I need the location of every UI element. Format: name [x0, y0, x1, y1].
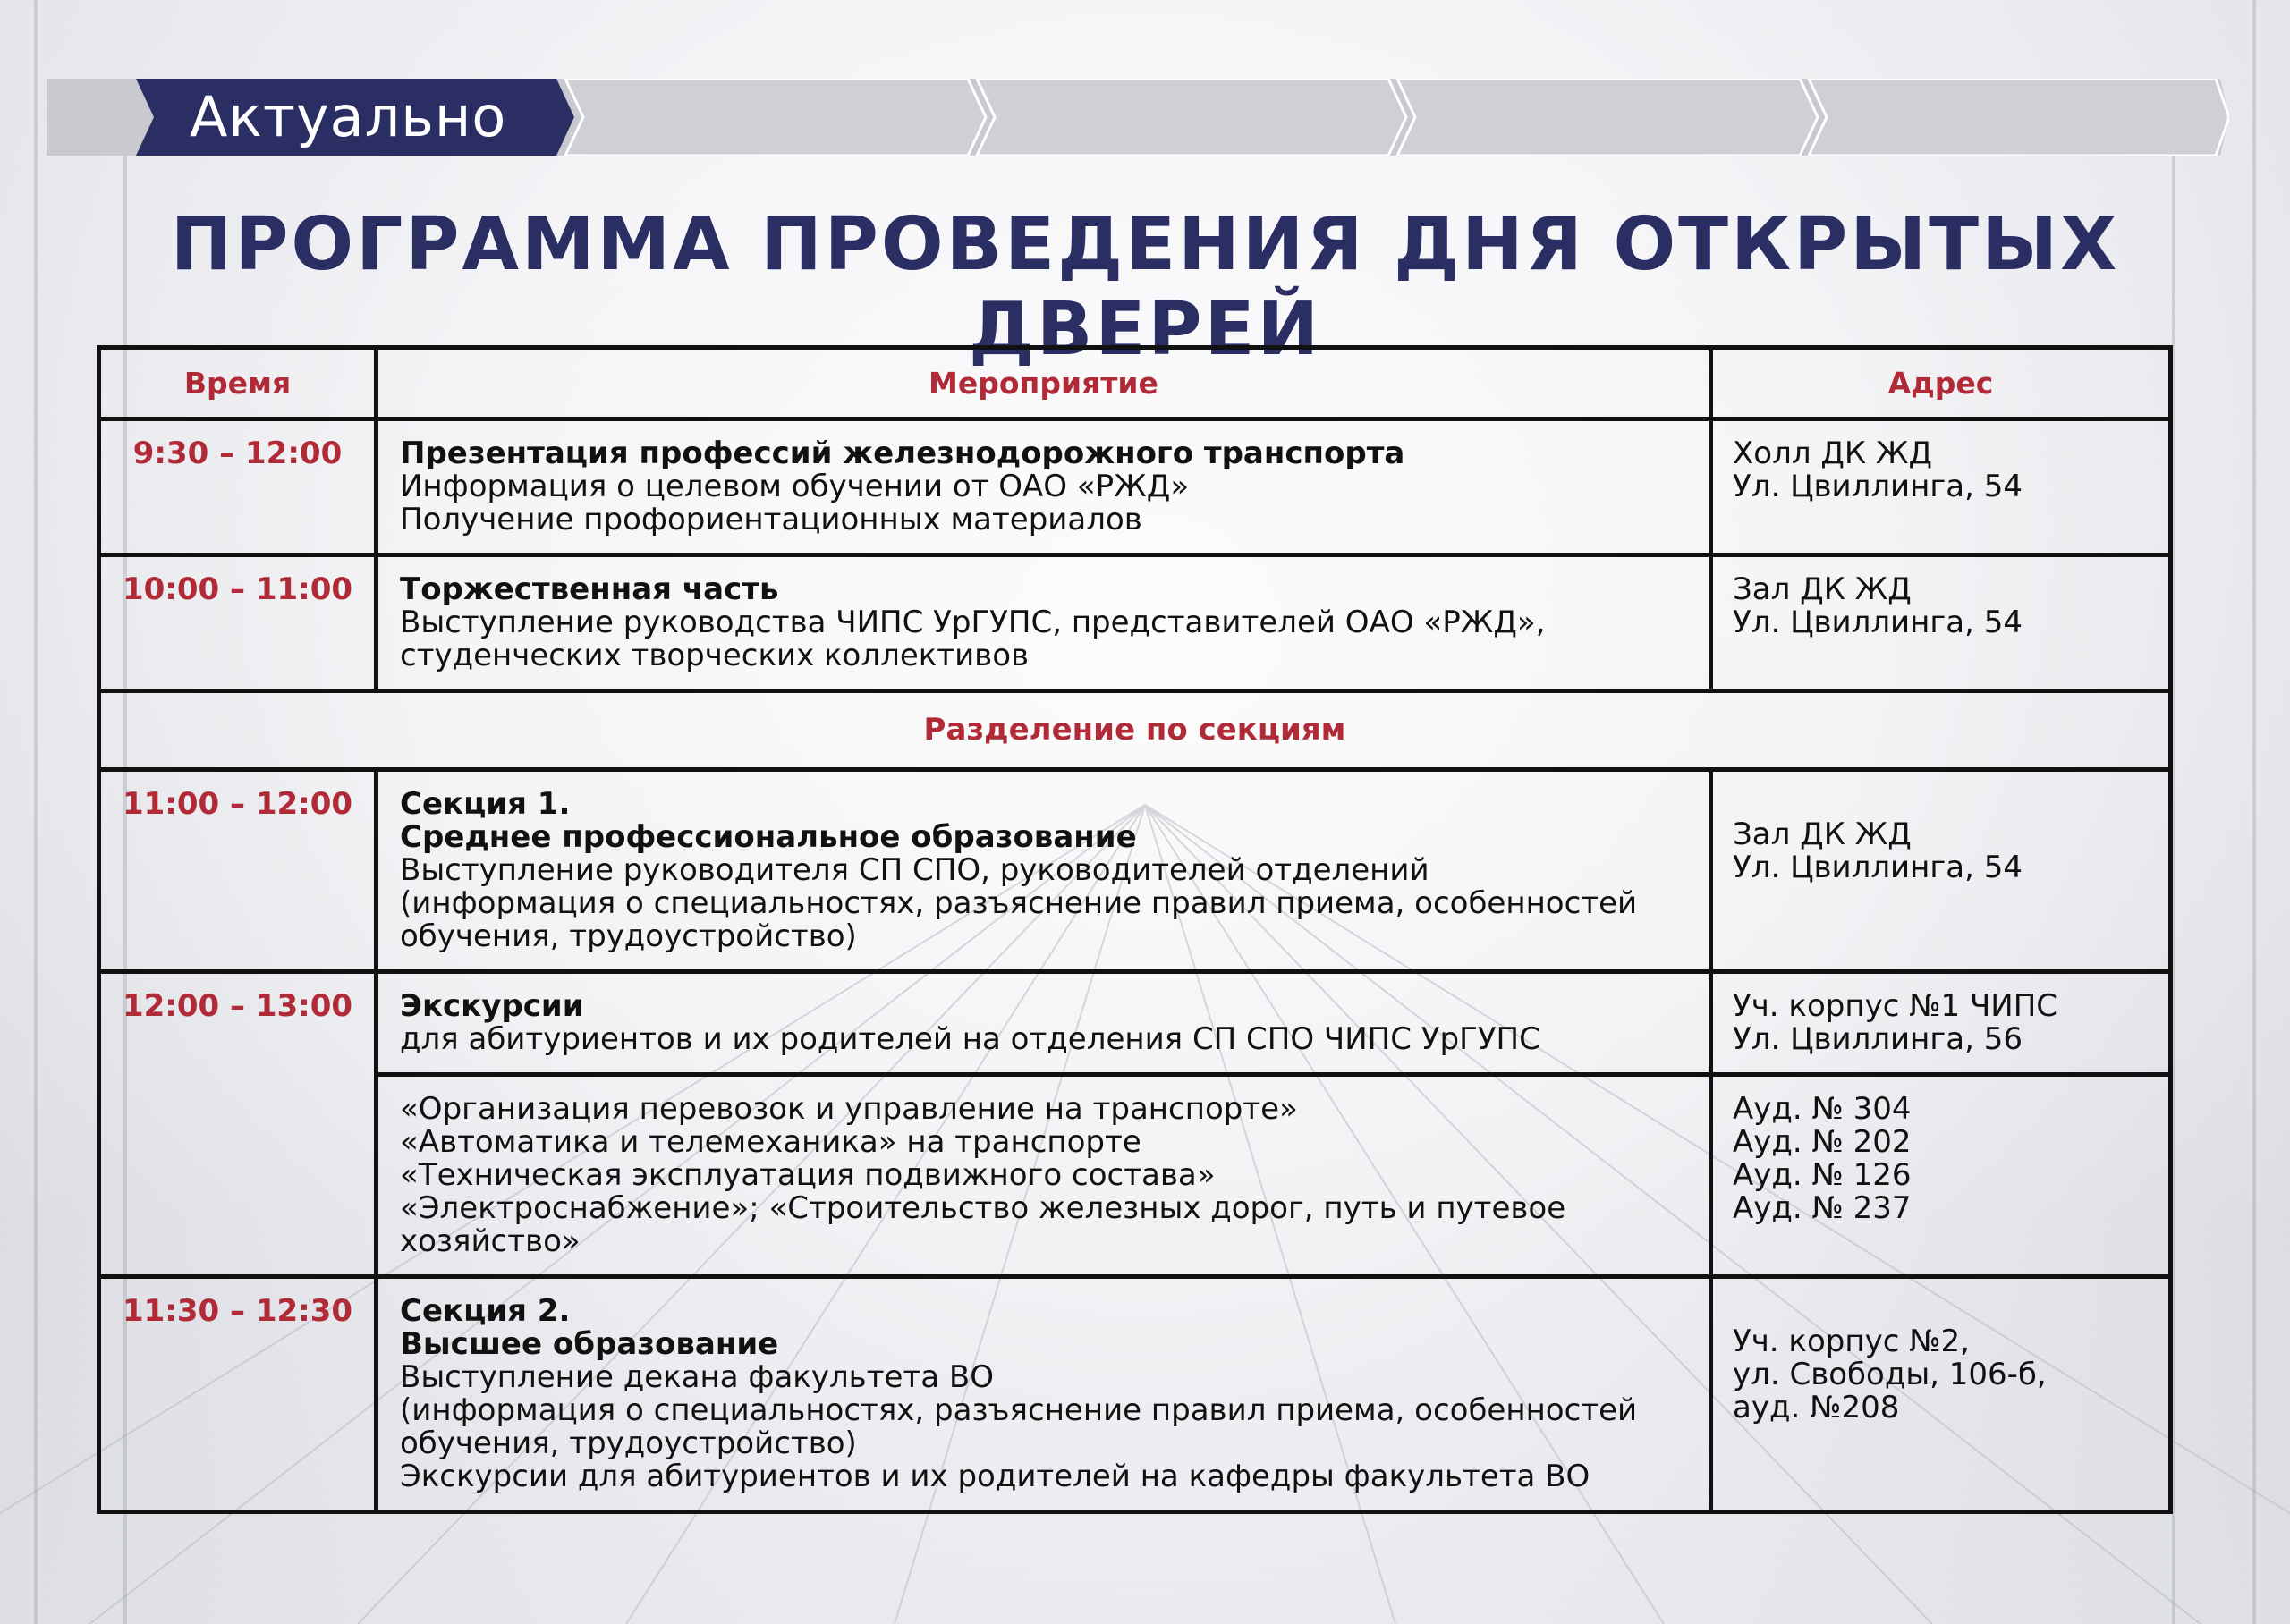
address-line: Холл ДК ЖД — [1733, 436, 1933, 471]
event-title: Экскурсии — [400, 988, 584, 1024]
row-event — [377, 972, 1711, 1075]
table-row — [99, 770, 2171, 972]
column-header-event: Мероприятие — [377, 348, 1711, 419]
address-line: ауд. №208 — [1733, 1390, 1900, 1425]
row-time: 10:00 – 11:00 — [99, 555, 377, 691]
row-address — [1711, 419, 2171, 555]
section-divider-row — [99, 691, 2171, 770]
address-line: Зал ДК ЖД — [1733, 816, 1912, 852]
specialty-line: «Техническая эксплуатация подвижного состава» — [400, 1157, 1216, 1193]
table-row — [99, 555, 2171, 691]
address-line: Уч. корпус №1 ЧИПС — [1733, 988, 2058, 1024]
table-row — [99, 1075, 2171, 1277]
row-event — [377, 770, 1711, 972]
row-event — [377, 419, 1711, 555]
address-line: Ул. Цвиллинга, 54 — [1733, 605, 2023, 640]
address-line: Уч. корпус №2, — [1733, 1324, 1970, 1359]
address-line: Ул. Цвиллинга, 54 — [1733, 469, 2023, 504]
address-line: Ул. Цвиллинга, 54 — [1733, 850, 2023, 885]
row-time: 11:00 – 12:00 — [99, 770, 377, 972]
row-address — [1711, 1277, 2171, 1512]
row-event — [377, 1277, 1711, 1512]
event-line: студенческих творческих коллективов — [400, 638, 1030, 673]
table-row — [99, 1277, 2171, 1512]
event-line: обучения, трудоустройство) — [400, 918, 857, 954]
event-title: Секция 1. — [400, 786, 571, 822]
event-line: (информация о специальностях, разъяснение правил приема, особенностей — [400, 885, 1638, 921]
address-line: ул. Свободы, 106-б, — [1733, 1357, 2047, 1392]
room-line: Ауд. № 304 — [1733, 1091, 1912, 1127]
schedule-table — [97, 345, 2173, 1514]
table-header-row — [99, 348, 2171, 419]
event-line: Информация о целевом обучении от ОАО «РЖД» — [400, 469, 1190, 504]
specialty-line: «Организация перевозок и управление на транспорте» — [400, 1091, 1298, 1127]
section-divider: Разделение по секциям — [99, 691, 2171, 770]
room-line: Ауд. № 202 — [1733, 1124, 1912, 1160]
row-time: 9:30 – 12:00 — [99, 419, 377, 555]
event-title: Презентация профессий железнодорожного транспорта — [400, 436, 1405, 471]
row-time: 12:00 – 13:00 — [99, 972, 377, 1277]
event-title: Среднее профессиональное образование — [400, 819, 1137, 855]
event-title: Высшее образование — [400, 1326, 779, 1362]
event-line: для абитуриентов и их родителей на отделения СП СПО ЧИПС УрГУПС — [400, 1021, 1540, 1057]
address-line: Зал ДК ЖД — [1733, 571, 1912, 607]
event-title: Торжественная часть — [400, 571, 779, 607]
row-address — [1711, 770, 2171, 972]
column-header-address: Адрес — [1711, 348, 2171, 419]
ribbon-label: Актуально — [190, 84, 507, 149]
table-row — [99, 972, 2171, 1075]
specialty-line: «Электроснабжение»; «Строительство железных дорог, путь и путевое хозяйство» — [400, 1190, 1566, 1259]
column-header-time: Время — [99, 348, 377, 419]
row-address — [1711, 555, 2171, 691]
event-line: обучения, трудоустройство) — [400, 1425, 857, 1461]
row-address — [1711, 1075, 2171, 1277]
specialty-line: «Автоматика и телемеханика» на транспорте — [400, 1124, 1141, 1160]
page-title: ПРОГРАММА ПРОВЕДЕНИЯ ДНЯ ОТКРЫТЫХ ДВЕРЕЙ — [170, 202, 2120, 372]
address-line: Ул. Цвиллинга, 56 — [1733, 1021, 2023, 1057]
row-event — [377, 555, 1711, 691]
row-time: 11:30 – 12:30 — [99, 1277, 377, 1512]
event-line: Экскурсии для абитуриентов и их родителей на кафедры факультета ВО — [400, 1459, 1590, 1494]
event-line: Выступление декана факультета ВО — [400, 1359, 994, 1395]
event-title: Секция 2. — [400, 1293, 571, 1329]
event-line: (информация о специальностях, разъяснение правил приема, особенностей — [400, 1392, 1638, 1428]
event-line: Получение профориентационных материалов — [400, 502, 1142, 537]
room-line: Ауд. № 126 — [1733, 1157, 1912, 1193]
room-line: Ауд. № 237 — [1733, 1190, 1912, 1226]
top-ribbon — [47, 79, 2229, 156]
table-row — [99, 419, 2171, 555]
event-line: Выступление руководства ЧИПС УрГУПС, представителей ОАО «РЖД», — [400, 605, 1546, 640]
row-event — [377, 1075, 1711, 1277]
row-address — [1711, 972, 2171, 1075]
event-line: Выступление руководителя СП СПО, руководителей отделений — [400, 852, 1429, 888]
